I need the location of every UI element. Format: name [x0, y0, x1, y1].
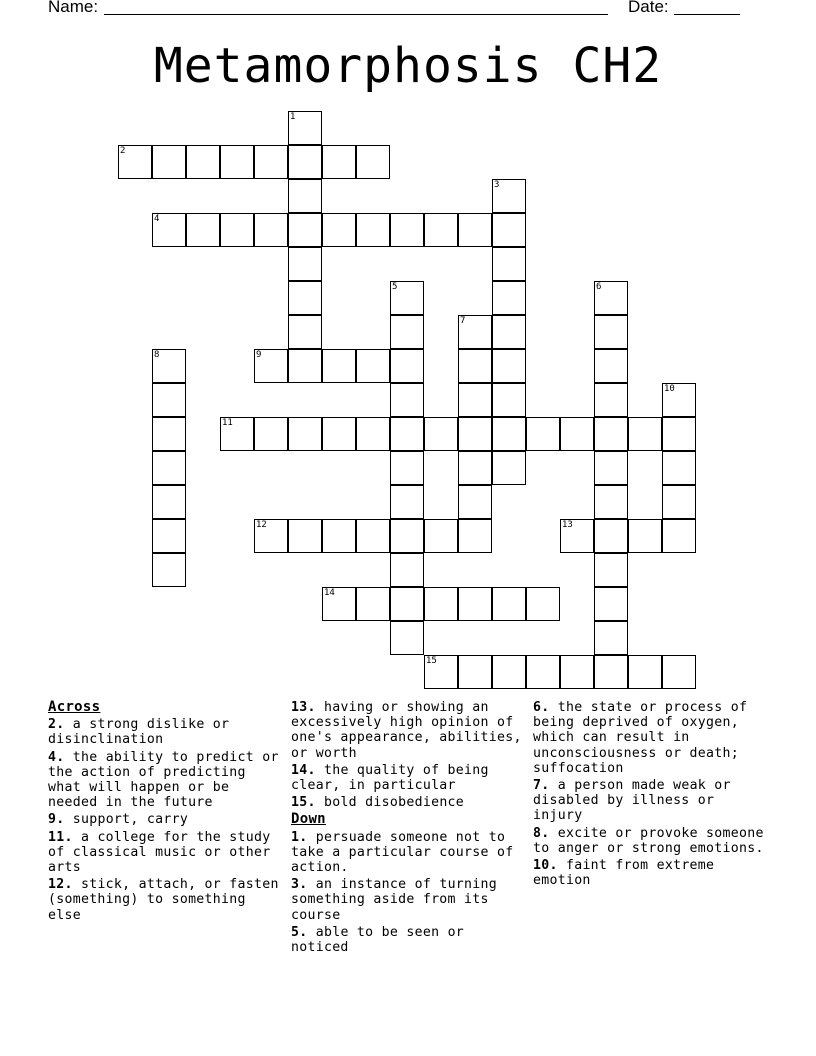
clue-item-number: 13.: [291, 700, 316, 715]
clue-number: 1: [290, 112, 296, 122]
grid-cell[interactable]: [492, 587, 526, 621]
clues-column-3: [533, 700, 765, 890]
grid-cell[interactable]: [322, 213, 356, 247]
clue-item: [291, 795, 523, 810]
clue-item: [533, 858, 765, 888]
clue-item: [48, 717, 280, 747]
clue-item-number: 9.: [48, 812, 65, 828]
across-heading: Across: [48, 699, 101, 715]
grid-cell[interactable]: [662, 519, 696, 553]
clue-number: 2: [120, 146, 126, 156]
clue-item-number: 1.: [291, 829, 308, 845]
clue-item-text: able to be seen or noticed: [291, 924, 465, 956]
clues-column-2: [291, 700, 523, 957]
clue-number: 14: [324, 588, 335, 598]
grid-cell[interactable]: [424, 587, 458, 621]
grid-cell[interactable]: [628, 519, 662, 553]
grid-cell[interactable]: [356, 519, 390, 553]
grid-cell[interactable]: [492, 417, 526, 451]
grid-cell[interactable]: [492, 383, 526, 417]
grid-cell[interactable]: [390, 417, 424, 451]
grid-cell[interactable]: [152, 519, 186, 553]
grid-cell[interactable]: [492, 349, 526, 383]
grid-cell[interactable]: [186, 145, 220, 179]
grid-cell[interactable]: [458, 655, 492, 689]
clue-item-number: 11.: [48, 829, 73, 845]
clue-item-number: 4.: [48, 749, 65, 765]
grid-cell[interactable]: [492, 247, 526, 281]
clue-number: 3: [494, 180, 500, 190]
grid-cell[interactable]: [662, 451, 696, 485]
clue-item: [533, 826, 765, 856]
clue-item-text: a person made weak or disabled by illness or injury: [533, 778, 731, 824]
clue-item-number: 10.: [533, 858, 558, 874]
grid-cell[interactable]: [594, 553, 628, 587]
grid-cell[interactable]: [458, 383, 492, 417]
clue-item-number: 3.: [291, 877, 308, 893]
grid-cell[interactable]: [492, 315, 526, 349]
clue-number: 13: [562, 520, 573, 530]
grid-cell[interactable]: [356, 145, 390, 179]
clue-item: [291, 700, 523, 761]
clue-item-text: stick, attach, or fasten (something) to something else: [48, 877, 279, 923]
clue-item-number: 12.: [48, 877, 73, 893]
grid-cell[interactable]: [594, 485, 628, 519]
grid-cell[interactable]: [288, 247, 322, 281]
grid-cell[interactable]: [560, 417, 594, 451]
grid-cell[interactable]: [390, 485, 424, 519]
page-title: Metamorphosis CH2: [153, 38, 663, 94]
grid-cell[interactable]: [662, 485, 696, 519]
grid-cell[interactable]: [220, 145, 254, 179]
grid-cell[interactable]: [288, 145, 322, 179]
grid-cell[interactable]: [594, 417, 628, 451]
grid-cell[interactable]: [492, 655, 526, 689]
grid-cell[interactable]: [288, 213, 322, 247]
clue-item: [291, 877, 523, 923]
grid-cell[interactable]: [356, 213, 390, 247]
clue-number: 6: [596, 282, 602, 292]
grid-cell[interactable]: [390, 519, 424, 553]
grid-cell[interactable]: [424, 519, 458, 553]
grid-cell[interactable]: [254, 145, 288, 179]
grid-cell[interactable]: [220, 213, 254, 247]
clue-item: [48, 812, 280, 827]
grid-cell[interactable]: [560, 655, 594, 689]
grid-cell[interactable]: [356, 349, 390, 383]
clue-item-text: excite or provoke someone to anger or strong emotions.: [533, 825, 764, 856]
clue-item-text: an instance of turning something aside from its course: [291, 877, 498, 923]
clue-item: [291, 763, 523, 793]
grid-cell[interactable]: [458, 213, 492, 247]
grid-cell[interactable]: [288, 519, 322, 553]
grid-cell[interactable]: [492, 451, 526, 485]
grid-cell[interactable]: [594, 349, 628, 383]
grid-cell[interactable]: [390, 553, 424, 587]
grid-cell[interactable]: [526, 587, 560, 621]
clue-item-number: 8.: [533, 825, 550, 841]
clue-item: [48, 750, 280, 811]
grid-cell[interactable]: [424, 213, 458, 247]
grid-cell[interactable]: [390, 315, 424, 349]
grid-cell[interactable]: [288, 281, 322, 315]
clue-item-text: the quality of being clear, in particular: [291, 762, 489, 794]
clue-number: 9: [256, 350, 262, 360]
clue-item: [533, 778, 765, 824]
grid-cell[interactable]: [152, 485, 186, 519]
grid-cell[interactable]: [186, 213, 220, 247]
clue-item-text: support, carry: [72, 812, 189, 828]
grid-cell[interactable]: [288, 315, 322, 349]
grid-cell[interactable]: [628, 655, 662, 689]
clue-item-text: the state or process of being deprived of oxygen, which can result in unconsciousness or death; suffocation: [533, 700, 748, 776]
grid-cell[interactable]: [254, 417, 288, 451]
grid-cell[interactable]: [458, 485, 492, 519]
grid-cell[interactable]: [594, 383, 628, 417]
grid-cell[interactable]: [526, 655, 560, 689]
grid-cell[interactable]: [594, 587, 628, 621]
grid-cell[interactable]: [526, 417, 560, 451]
grid-cell[interactable]: [594, 519, 628, 553]
grid-cell[interactable]: [390, 349, 424, 383]
clue-item-number: 7.: [533, 778, 550, 794]
grid-cell[interactable]: [390, 213, 424, 247]
grid-cell[interactable]: [322, 145, 356, 179]
grid-cell[interactable]: [390, 451, 424, 485]
clue-item-number: 15.: [291, 795, 316, 811]
clue-item-number: 5.: [291, 924, 308, 940]
grid-cell[interactable]: [356, 417, 390, 451]
date-label: Date:: [628, 0, 669, 16]
clue-item: [48, 830, 280, 876]
clue-number: 8: [154, 350, 160, 360]
grid-cell[interactable]: [594, 655, 628, 689]
clue-item: [291, 925, 523, 955]
clue-item: [533, 700, 765, 776]
grid-cell[interactable]: [288, 349, 322, 383]
clue-item-number: 14.: [291, 762, 316, 778]
clue-item-text: faint from extreme emotion: [533, 858, 715, 889]
clue-item: [291, 830, 523, 876]
grid-cell[interactable]: [458, 519, 492, 553]
clue-item-number: 6.: [533, 700, 550, 715]
grid-cell[interactable]: [152, 417, 186, 451]
clue-item-text: a college for the study of classical music or other arts: [48, 829, 271, 876]
grid-cell[interactable]: [152, 553, 186, 587]
grid-cell[interactable]: [390, 621, 424, 655]
grid-cell[interactable]: [254, 213, 288, 247]
clue-item-text: the ability to predict or the action of predicting what will happen or be needed in the future: [48, 749, 279, 811]
grid-cell[interactable]: [390, 383, 424, 417]
clue-number: 15: [426, 656, 437, 666]
grid-cell[interactable]: [288, 417, 322, 451]
grid-cell[interactable]: [458, 451, 492, 485]
grid-cell[interactable]: [492, 213, 526, 247]
grid-cell[interactable]: [662, 417, 696, 451]
grid-cell[interactable]: [492, 281, 526, 315]
clue-item-text: persuade someone not to take a particular course of action.: [291, 829, 514, 876]
grid-cell[interactable]: [152, 451, 186, 485]
grid-cell[interactable]: [594, 315, 628, 349]
grid-cell[interactable]: [288, 179, 322, 213]
grid-cell[interactable]: [458, 349, 492, 383]
grid-cell[interactable]: [356, 587, 390, 621]
clues-column-1: [48, 700, 280, 925]
clue-number: 4: [154, 214, 160, 224]
clue-item-text: having or showing an excessively high opinion of one's appearance, abilities, or worth: [291, 700, 522, 761]
clue-item-text: bold disobedience: [323, 795, 465, 811]
down-heading: Down: [291, 811, 326, 828]
name-label: Name:: [48, 0, 99, 16]
grid-cell[interactable]: [322, 519, 356, 553]
grid-cell[interactable]: [390, 587, 424, 621]
grid-cell[interactable]: [662, 655, 696, 689]
clue-item-text: a strong dislike or disinclination: [48, 717, 230, 748]
clue-number: 11: [222, 418, 233, 428]
clue-item-number: 2.: [48, 717, 65, 733]
grid-cell[interactable]: [628, 417, 662, 451]
clue-number: 7: [460, 316, 466, 326]
clue-number: 5: [392, 282, 398, 292]
grid-cell[interactable]: [322, 417, 356, 451]
grid-cell[interactable]: [152, 383, 186, 417]
grid-cell[interactable]: [458, 587, 492, 621]
grid-cell[interactable]: [594, 451, 628, 485]
grid-cell[interactable]: [594, 621, 628, 655]
grid-cell[interactable]: [458, 417, 492, 451]
grid-cell[interactable]: [152, 145, 186, 179]
clue-number: 12: [256, 520, 267, 530]
grid-cell[interactable]: [322, 349, 356, 383]
grid-cell[interactable]: [424, 417, 458, 451]
clue-number: 10: [664, 384, 675, 394]
clue-item: [48, 877, 280, 923]
